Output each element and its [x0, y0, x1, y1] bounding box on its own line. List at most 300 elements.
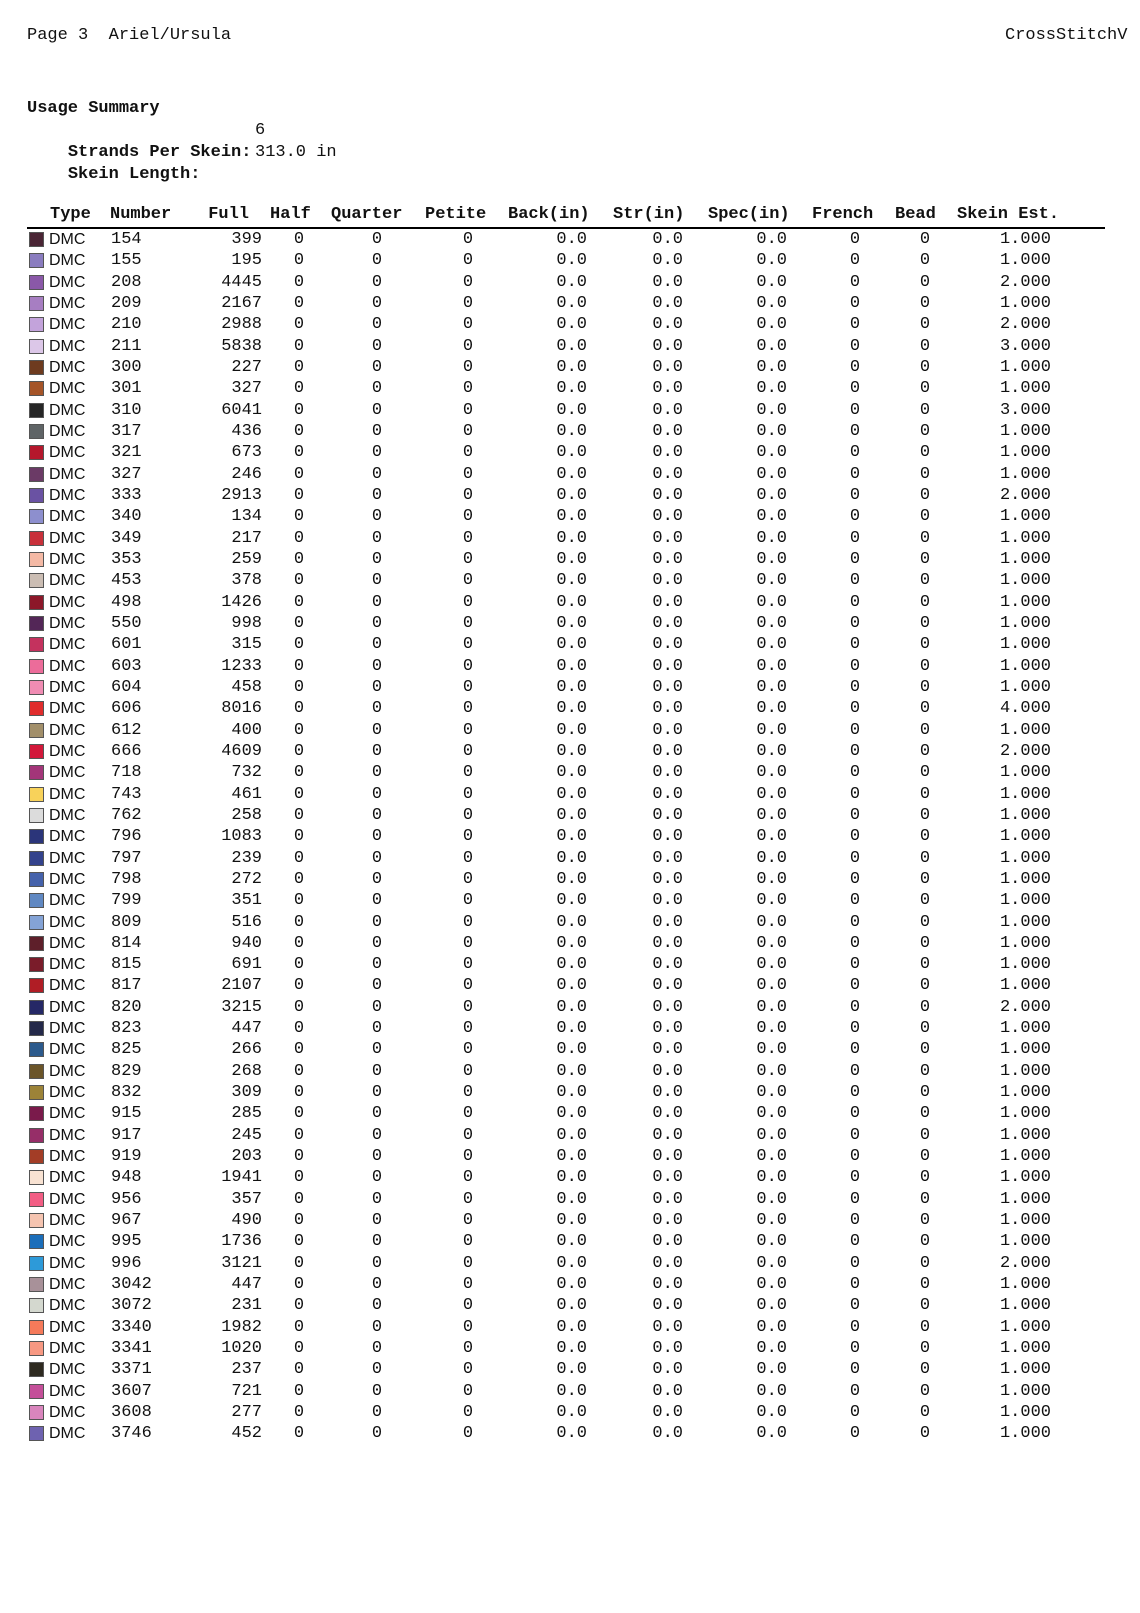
color-swatch	[29, 424, 44, 439]
cell-back: 0.0	[556, 293, 587, 313]
thread-type: DMC	[49, 998, 86, 1016]
cell-bead: 0	[919, 1019, 931, 1039]
cell-half: 0	[293, 1232, 305, 1252]
cell-bead: 0	[919, 400, 931, 420]
cell-french: 0	[849, 379, 861, 399]
table-row	[27, 250, 1105, 271]
table-row	[27, 1103, 1105, 1124]
thread-number: 820	[111, 997, 142, 1017]
cell-half: 0	[293, 1061, 305, 1081]
cell-skein: 1.000	[999, 464, 1051, 484]
cell-french: 0	[849, 592, 861, 612]
cell-french: 0	[849, 230, 861, 249]
cell-skein: 1.000	[999, 1019, 1051, 1039]
cell-str: 0.0	[652, 230, 683, 249]
cell-french: 0	[849, 1104, 861, 1124]
thread-type: DMC	[49, 870, 86, 888]
column-header: Half	[270, 205, 311, 224]
thread-number: 3072	[111, 1296, 152, 1316]
cell-skein: 2.000	[999, 997, 1051, 1017]
cell-bead: 0	[919, 997, 931, 1017]
cell-back: 0.0	[556, 955, 587, 975]
table-row	[27, 485, 1105, 506]
cell-bead: 0	[919, 571, 931, 591]
cell-quarter: 0	[371, 1339, 383, 1359]
color-swatch	[29, 723, 44, 738]
table-row	[27, 677, 1105, 698]
table-row	[27, 762, 1105, 783]
cell-petite: 0	[462, 976, 474, 996]
thread-number: 301	[111, 379, 142, 399]
cell-str: 0.0	[652, 293, 683, 313]
thread-type: DMC	[49, 465, 86, 483]
cell-back: 0.0	[556, 528, 587, 548]
cell-str: 0.0	[652, 549, 683, 569]
cell-str: 0.0	[652, 613, 683, 633]
table-row	[27, 1317, 1105, 1338]
cell-petite: 0	[462, 293, 474, 313]
thread-number: 606	[111, 699, 142, 719]
cell-quarter: 0	[371, 1189, 383, 1209]
cell-spec: 0.0	[756, 827, 787, 847]
cell-bead: 0	[919, 1104, 931, 1124]
cell-spec: 0.0	[756, 1275, 787, 1295]
cell-str: 0.0	[652, 912, 683, 932]
cell-full: 259	[231, 549, 262, 569]
cell-half: 0	[293, 1189, 305, 1209]
cell-skein: 1.000	[999, 933, 1051, 953]
thread-number: 550	[111, 613, 142, 633]
cell-french: 0	[849, 1253, 861, 1273]
cell-back: 0.0	[556, 592, 587, 612]
color-swatch	[29, 829, 44, 844]
cell-full: 231	[231, 1296, 262, 1316]
cell-spec: 0.0	[756, 997, 787, 1017]
cell-spec: 0.0	[756, 1211, 787, 1231]
cell-skein: 1.000	[999, 1424, 1051, 1444]
cell-full: 4445	[221, 272, 262, 292]
cell-bead: 0	[919, 720, 931, 740]
thread-number: 612	[111, 720, 142, 740]
cell-bead: 0	[919, 315, 931, 335]
thread-type: DMC	[49, 1041, 86, 1059]
table-row	[27, 997, 1105, 1018]
cell-french: 0	[849, 656, 861, 676]
cell-french: 0	[849, 528, 861, 548]
cell-french: 0	[849, 1403, 861, 1423]
cell-petite: 0	[462, 1403, 474, 1423]
cell-back: 0.0	[556, 1211, 587, 1231]
cell-str: 0.0	[652, 635, 683, 655]
cell-quarter: 0	[371, 336, 383, 356]
cell-french: 0	[849, 869, 861, 889]
cell-skein: 1.000	[999, 1061, 1051, 1081]
thread-type: DMC	[49, 828, 86, 846]
cell-skein: 1.000	[999, 1275, 1051, 1295]
cell-petite: 0	[462, 891, 474, 911]
cell-half: 0	[293, 741, 305, 761]
cell-bead: 0	[919, 741, 931, 761]
cell-str: 0.0	[652, 976, 683, 996]
cell-french: 0	[849, 357, 861, 377]
cell-spec: 0.0	[756, 720, 787, 740]
cell-quarter: 0	[371, 613, 383, 633]
cell-back: 0.0	[556, 933, 587, 953]
cell-bead: 0	[919, 1424, 931, 1444]
cell-bead: 0	[919, 1360, 931, 1380]
cell-quarter: 0	[371, 720, 383, 740]
color-swatch	[29, 573, 44, 588]
cell-french: 0	[849, 421, 861, 441]
table-row	[27, 1231, 1105, 1252]
cell-half: 0	[293, 1339, 305, 1359]
cell-back: 0.0	[556, 272, 587, 292]
cell-french: 0	[849, 677, 861, 697]
cell-str: 0.0	[652, 1168, 683, 1188]
cell-full: 452	[231, 1424, 262, 1444]
cell-back: 0.0	[556, 891, 587, 911]
cell-full: 237	[231, 1360, 262, 1380]
cell-half: 0	[293, 507, 305, 527]
cell-skein: 1.000	[999, 656, 1051, 676]
cell-str: 0.0	[652, 357, 683, 377]
table-row	[27, 869, 1105, 890]
cell-skein: 1.000	[999, 1339, 1051, 1359]
color-swatch	[29, 851, 44, 866]
color-swatch	[29, 509, 44, 524]
thread-number: 799	[111, 891, 142, 911]
cell-petite: 0	[462, 571, 474, 591]
cell-str: 0.0	[652, 272, 683, 292]
cell-bead: 0	[919, 507, 931, 527]
cell-skein: 1.000	[999, 357, 1051, 377]
thread-number: 453	[111, 571, 142, 591]
cell-str: 0.0	[652, 869, 683, 889]
table-row	[27, 378, 1105, 399]
cell-full: 8016	[221, 699, 262, 719]
cell-petite: 0	[462, 933, 474, 953]
cell-french: 0	[849, 720, 861, 740]
color-swatch	[29, 1085, 44, 1100]
cell-french: 0	[849, 635, 861, 655]
cell-full: 516	[231, 912, 262, 932]
cell-full: 1020	[221, 1339, 262, 1359]
cell-str: 0.0	[652, 763, 683, 783]
cell-skein: 1.000	[999, 443, 1051, 463]
cell-quarter: 0	[371, 1403, 383, 1423]
cell-french: 0	[849, 763, 861, 783]
cell-back: 0.0	[556, 1275, 587, 1295]
cell-bead: 0	[919, 1147, 931, 1167]
table-row	[27, 272, 1105, 293]
cell-skein: 1.000	[999, 1211, 1051, 1231]
cell-quarter: 0	[371, 1232, 383, 1252]
cell-skein: 1.000	[999, 1360, 1051, 1380]
cell-skein: 3.000	[999, 336, 1051, 356]
column-header: Quarter	[331, 205, 403, 224]
cell-str: 0.0	[652, 656, 683, 676]
thread-number: 300	[111, 357, 142, 377]
cell-skein: 1.000	[999, 976, 1051, 996]
cell-french: 0	[849, 1189, 861, 1209]
table-row	[27, 784, 1105, 805]
cell-full: 998	[231, 613, 262, 633]
thread-number: 3341	[111, 1339, 152, 1359]
table-header	[27, 205, 1105, 229]
cell-petite: 0	[462, 379, 474, 399]
cell-full: 1233	[221, 656, 262, 676]
cell-bead: 0	[919, 1189, 931, 1209]
cell-full: 673	[231, 443, 262, 463]
cell-full: 1941	[221, 1168, 262, 1188]
cell-skein: 1.000	[999, 677, 1051, 697]
cell-petite: 0	[462, 443, 474, 463]
cell-back: 0.0	[556, 251, 587, 271]
cell-str: 0.0	[652, 1381, 683, 1401]
thread-number: 995	[111, 1232, 142, 1252]
cell-french: 0	[849, 827, 861, 847]
cell-quarter: 0	[371, 315, 383, 335]
table-row	[27, 656, 1105, 677]
cell-half: 0	[293, 379, 305, 399]
color-swatch	[29, 1405, 44, 1420]
thread-type: DMC	[49, 977, 86, 995]
cell-str: 0.0	[652, 336, 683, 356]
cell-half: 0	[293, 336, 305, 356]
color-swatch	[29, 915, 44, 930]
thread-number: 919	[111, 1147, 142, 1167]
color-swatch	[29, 1106, 44, 1121]
cell-french: 0	[849, 1019, 861, 1039]
cell-quarter: 0	[371, 1147, 383, 1167]
cell-full: 2913	[221, 485, 262, 505]
cell-half: 0	[293, 656, 305, 676]
cell-spec: 0.0	[756, 485, 787, 505]
color-swatch	[29, 1000, 44, 1015]
cell-back: 0.0	[556, 741, 587, 761]
color-swatch	[29, 275, 44, 290]
thread-number: 604	[111, 677, 142, 697]
cell-half: 0	[293, 827, 305, 847]
cell-quarter: 0	[371, 230, 383, 249]
cell-petite: 0	[462, 1317, 474, 1337]
cell-str: 0.0	[652, 848, 683, 868]
cell-quarter: 0	[371, 1211, 383, 1231]
cell-petite: 0	[462, 1339, 474, 1359]
table-row	[27, 229, 1105, 250]
thread-number: 762	[111, 805, 142, 825]
cell-bead: 0	[919, 293, 931, 313]
cell-spec: 0.0	[756, 1424, 787, 1444]
cell-french: 0	[849, 955, 861, 975]
color-swatch	[29, 1128, 44, 1143]
cell-petite: 0	[462, 1296, 474, 1316]
cell-petite: 0	[462, 400, 474, 420]
color-swatch	[29, 1341, 44, 1356]
cell-spec: 0.0	[756, 549, 787, 569]
thread-number: 996	[111, 1253, 142, 1273]
skein-length-label: Skein Length:	[67, 165, 201, 184]
cell-str: 0.0	[652, 1211, 683, 1231]
cell-bead: 0	[919, 869, 931, 889]
cell-french: 0	[849, 571, 861, 591]
cell-half: 0	[293, 699, 305, 719]
cell-french: 0	[849, 1339, 861, 1359]
thread-type: DMC	[49, 252, 86, 270]
cell-quarter: 0	[371, 571, 383, 591]
thread-number: 814	[111, 933, 142, 953]
cell-french: 0	[849, 848, 861, 868]
table-row	[27, 400, 1105, 421]
table-row	[27, 741, 1105, 762]
cell-back: 0.0	[556, 1403, 587, 1423]
cell-skein: 1.000	[999, 1147, 1051, 1167]
cell-full: 227	[231, 357, 262, 377]
cell-str: 0.0	[652, 1125, 683, 1145]
cell-str: 0.0	[652, 571, 683, 591]
cell-skein: 1.000	[999, 1317, 1051, 1337]
table-row	[27, 592, 1105, 613]
color-swatch	[29, 403, 44, 418]
cell-spec: 0.0	[756, 741, 787, 761]
thread-type: DMC	[49, 1404, 86, 1422]
cell-bead: 0	[919, 635, 931, 655]
cell-full: 357	[231, 1189, 262, 1209]
table-row	[27, 890, 1105, 911]
cell-half: 0	[293, 293, 305, 313]
table-row	[27, 506, 1105, 527]
cell-french: 0	[849, 997, 861, 1017]
cell-quarter: 0	[371, 699, 383, 719]
thread-number: 743	[111, 784, 142, 804]
cell-spec: 0.0	[756, 528, 787, 548]
cell-skein: 1.000	[999, 421, 1051, 441]
table-row	[27, 1338, 1105, 1359]
cell-petite: 0	[462, 230, 474, 249]
cell-full: 3121	[221, 1253, 262, 1273]
color-swatch	[29, 637, 44, 652]
thread-type: DMC	[49, 337, 86, 355]
cell-quarter: 0	[371, 955, 383, 975]
thread-number: 208	[111, 272, 142, 292]
cell-half: 0	[293, 549, 305, 569]
table-row	[27, 954, 1105, 975]
cell-bead: 0	[919, 699, 931, 719]
cell-quarter: 0	[371, 784, 383, 804]
cell-skein: 1.000	[999, 912, 1051, 932]
table-row	[27, 1039, 1105, 1060]
cell-skein: 1.000	[999, 1083, 1051, 1103]
cell-french: 0	[849, 1317, 861, 1337]
cell-str: 0.0	[652, 1061, 683, 1081]
cell-full: 1982	[221, 1317, 262, 1337]
cell-spec: 0.0	[756, 891, 787, 911]
thread-type: DMC	[49, 231, 86, 248]
cell-back: 0.0	[556, 720, 587, 740]
cell-spec: 0.0	[756, 1040, 787, 1060]
cell-full: 1736	[221, 1232, 262, 1252]
cell-back: 0.0	[556, 1019, 587, 1039]
cell-spec: 0.0	[756, 421, 787, 441]
cell-quarter: 0	[371, 507, 383, 527]
cell-spec: 0.0	[756, 272, 787, 292]
cell-quarter: 0	[371, 976, 383, 996]
cell-full: 2107	[221, 976, 262, 996]
cell-half: 0	[293, 1083, 305, 1103]
cell-spec: 0.0	[756, 1019, 787, 1039]
thread-type: DMC	[49, 614, 86, 632]
cell-spec: 0.0	[756, 592, 787, 612]
cell-bead: 0	[919, 891, 931, 911]
table-row	[27, 1125, 1105, 1146]
cell-quarter: 0	[371, 1125, 383, 1145]
cell-skein: 4.000	[999, 699, 1051, 719]
cell-petite: 0	[462, 1189, 474, 1209]
cell-skein: 1.000	[999, 955, 1051, 975]
cell-spec: 0.0	[756, 1317, 787, 1337]
cell-str: 0.0	[652, 251, 683, 271]
cell-skein: 1.000	[999, 592, 1051, 612]
cell-spec: 0.0	[756, 613, 787, 633]
cell-str: 0.0	[652, 592, 683, 612]
color-swatch	[29, 1213, 44, 1228]
cell-petite: 0	[462, 528, 474, 548]
cell-french: 0	[849, 443, 861, 463]
cell-french: 0	[849, 891, 861, 911]
table-row	[27, 1210, 1105, 1231]
cell-bead: 0	[919, 421, 931, 441]
thread-number: 209	[111, 293, 142, 313]
table-row	[27, 1061, 1105, 1082]
color-swatch	[29, 1298, 44, 1313]
cell-spec: 0.0	[756, 443, 787, 463]
cell-spec: 0.0	[756, 1083, 787, 1103]
table-body	[27, 229, 1105, 1445]
thread-number: 915	[111, 1104, 142, 1124]
cell-str: 0.0	[652, 1253, 683, 1273]
cell-back: 0.0	[556, 1381, 587, 1401]
thread-type: DMC	[49, 550, 86, 568]
cell-skein: 1.000	[999, 827, 1051, 847]
cell-back: 0.0	[556, 1189, 587, 1209]
strands-label: Strands Per Skein:	[67, 143, 252, 162]
cell-petite: 0	[462, 1168, 474, 1188]
cell-bead: 0	[919, 656, 931, 676]
table-row	[27, 698, 1105, 719]
cell-quarter: 0	[371, 293, 383, 313]
thread-number: 340	[111, 507, 142, 527]
cell-half: 0	[293, 1424, 305, 1444]
cell-half: 0	[293, 976, 305, 996]
cell-half: 0	[293, 592, 305, 612]
cell-full: 309	[231, 1083, 262, 1103]
table-row	[27, 1423, 1105, 1444]
thread-type: DMC	[49, 1233, 86, 1251]
thread-type: DMC	[49, 1212, 86, 1230]
color-swatch	[29, 744, 44, 759]
cell-half: 0	[293, 528, 305, 548]
cell-french: 0	[849, 1232, 861, 1252]
cell-str: 0.0	[652, 1232, 683, 1252]
cell-str: 0.0	[652, 699, 683, 719]
color-swatch	[29, 1042, 44, 1057]
thread-type: DMC	[49, 1254, 86, 1272]
color-swatch	[29, 339, 44, 354]
cell-spec: 0.0	[756, 699, 787, 719]
color-swatch	[29, 936, 44, 951]
color-swatch	[29, 296, 44, 311]
cell-str: 0.0	[652, 315, 683, 335]
